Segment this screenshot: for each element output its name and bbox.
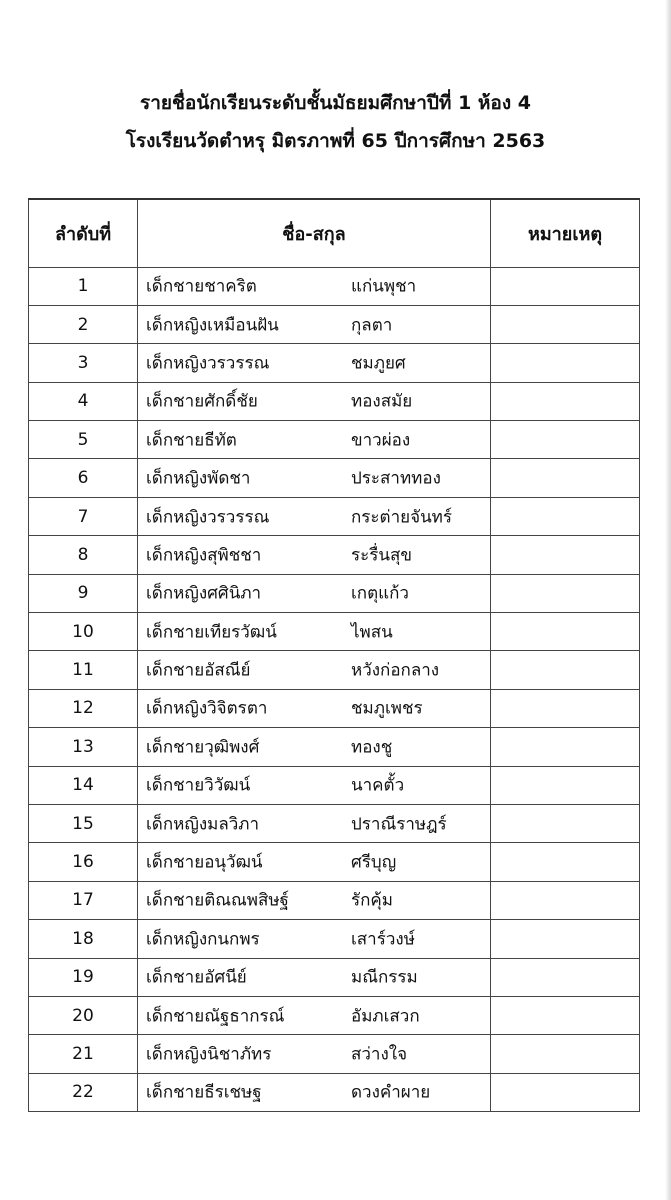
student-last-name: ไพสน — [351, 622, 393, 643]
student-name-cell — [138, 305, 491, 343]
student-name-cell — [138, 651, 491, 689]
remarks-cell — [491, 1073, 640, 1111]
student-name-cell — [138, 459, 491, 497]
student-name-cell — [138, 958, 491, 996]
table-row — [29, 996, 640, 1034]
student-name-cell — [138, 267, 491, 305]
table-row — [29, 613, 640, 651]
row-number: 6 — [29, 459, 138, 497]
student-last-name: เสาร์วงษ์ — [351, 929, 415, 950]
row-number: 3 — [29, 344, 138, 382]
table-row — [29, 843, 640, 881]
row-number: 10 — [29, 613, 138, 651]
student-first-name: เด็กชายอนุวัฒน์ — [146, 852, 263, 873]
student-first-name: เด็กชายวิวัฒน์ — [146, 775, 251, 796]
table-row — [29, 574, 640, 612]
student-last-name: กระต่ายจันทร์ — [351, 507, 453, 528]
student-first-name: เด็กหญิงศศินิภา — [146, 583, 262, 604]
student-last-name: ดวงคำผาย — [351, 1082, 431, 1103]
student-name-cell — [138, 881, 491, 919]
row-number: 11 — [29, 651, 138, 689]
row-number: 8 — [29, 536, 138, 574]
row-number: 5 — [29, 421, 138, 459]
remarks-cell — [491, 728, 640, 766]
table-row — [29, 728, 640, 766]
student-last-name: ชมภูยศ — [351, 353, 406, 374]
student-last-name: หวังก่อกลาง — [351, 660, 440, 681]
student-name-cell — [138, 996, 491, 1034]
student-last-name: รักคุ้ม — [351, 890, 394, 911]
header-full-name: ชื่อ-สกุล — [138, 199, 491, 267]
table-row — [29, 958, 640, 996]
student-last-name: ศรีบุญ — [351, 852, 397, 873]
student-name-cell — [138, 382, 491, 420]
student-first-name: เด็กหญิงมลวิภา — [146, 814, 260, 835]
student-last-name: ระรื่นสุข — [351, 545, 413, 566]
student-name-cell — [138, 1073, 491, 1111]
student-first-name: เด็กชายอัศนีย์ — [146, 967, 247, 988]
table-row — [29, 382, 640, 420]
student-name-cell — [138, 497, 491, 535]
header-row — [29, 199, 640, 267]
remarks-cell — [491, 382, 640, 420]
student-last-name: กุลตา — [351, 315, 393, 336]
student-last-name: ทองชู — [351, 737, 393, 758]
student-last-name: ขาวผ่อง — [351, 430, 411, 451]
row-number: 22 — [29, 1073, 138, 1111]
student-last-name: ประสาททอง — [351, 468, 441, 489]
student-first-name: เด็กชายวุฒิพงศ์ — [146, 737, 260, 758]
row-number: 18 — [29, 920, 138, 958]
student-name-cell — [138, 574, 491, 612]
remarks-cell — [491, 613, 640, 651]
remarks-cell — [491, 958, 640, 996]
student-first-name: เด็กหญิงนิชาภัทร — [146, 1044, 272, 1065]
table-row — [29, 920, 640, 958]
row-number: 21 — [29, 1035, 138, 1073]
table-row — [29, 305, 640, 343]
student-name-cell — [138, 920, 491, 958]
student-last-name: เกตุแก้ว — [351, 583, 409, 604]
student-name-cell — [138, 1035, 491, 1073]
remarks-cell — [491, 421, 640, 459]
remarks-cell — [491, 804, 640, 842]
remarks-cell — [491, 574, 640, 612]
table-row — [29, 1073, 640, 1111]
row-number: 14 — [29, 766, 138, 804]
student-first-name: เด็กหญิงวรวรรณ — [146, 353, 270, 374]
row-number: 20 — [29, 996, 138, 1034]
student-first-name: เด็กหญิงวิจิตรตา — [146, 698, 268, 719]
row-number: 2 — [29, 305, 138, 343]
student-first-name: เด็กหญิงเหมือนฝัน — [146, 315, 279, 336]
table-row — [29, 536, 640, 574]
remarks-cell — [491, 459, 640, 497]
student-last-name: นาคตั้ว — [351, 775, 405, 796]
row-number: 19 — [29, 958, 138, 996]
student-first-name: เด็กชายธีรเชษฐ — [146, 1082, 262, 1103]
table-header — [29, 199, 640, 267]
remarks-cell — [491, 497, 640, 535]
row-number: 7 — [29, 497, 138, 535]
row-number: 16 — [29, 843, 138, 881]
page-edge-shadow — [665, 0, 671, 1200]
student-name-cell — [138, 613, 491, 651]
table-row — [29, 421, 640, 459]
student-name-cell — [138, 689, 491, 727]
student-first-name: เด็กชายติณณพสิษฐ์ — [146, 890, 289, 911]
row-number: 12 — [29, 689, 138, 727]
table-row — [29, 267, 640, 305]
remarks-cell — [491, 1035, 640, 1073]
student-last-name: ทองสมัย — [351, 391, 413, 412]
table-row — [29, 1035, 640, 1073]
student-first-name: เด็กชายณัฐธากรณ์ — [146, 1006, 285, 1027]
student-last-name: ชมภูเพชร — [351, 698, 423, 719]
table-body — [29, 267, 640, 1112]
remarks-cell — [491, 305, 640, 343]
student-last-name: มณีกรรม — [351, 967, 418, 988]
remarks-cell — [491, 267, 640, 305]
student-first-name: เด็กชายชาคริต — [146, 276, 257, 297]
student-first-name: เด็กชายธีทัต — [146, 430, 237, 451]
row-number: 9 — [29, 574, 138, 612]
table-row — [29, 497, 640, 535]
table-row — [29, 459, 640, 497]
student-last-name: ปราณีราษฎร์ — [351, 814, 447, 835]
student-first-name: เด็กชายศักดิ์ชัย — [146, 391, 258, 412]
student-last-name: แก่นพุชา — [351, 276, 417, 297]
table-row — [29, 651, 640, 689]
student-name-cell — [138, 843, 491, 881]
remarks-cell — [491, 766, 640, 804]
student-first-name: เด็กชายเทียรวัฒน์ — [146, 622, 277, 643]
header-order-number: ลำดับที่ — [29, 199, 138, 267]
remarks-cell — [491, 344, 640, 382]
student-first-name: เด็กหญิงพัดชา — [146, 468, 251, 489]
table-row — [29, 881, 640, 919]
document-subtitle: โรงเรียนวัดตำหรุ มิตรภาพที่ 65 ปีการศึกษา 2563 — [125, 130, 546, 152]
student-name-cell — [138, 536, 491, 574]
student-name-cell — [138, 344, 491, 382]
table-row — [29, 804, 640, 842]
remarks-cell — [491, 996, 640, 1034]
table-row — [29, 689, 640, 727]
remarks-cell — [491, 651, 640, 689]
row-number: 13 — [29, 728, 138, 766]
remarks-cell — [491, 881, 640, 919]
student-first-name: เด็กหญิงสุพิชชา — [146, 545, 262, 566]
student-name-cell — [138, 804, 491, 842]
student-name-cell — [138, 766, 491, 804]
row-number: 1 — [29, 267, 138, 305]
student-last-name: อัมภเสวก — [351, 1006, 420, 1027]
remarks-cell — [491, 536, 640, 574]
header-remarks: หมายเหตุ — [491, 199, 640, 267]
row-number: 17 — [29, 881, 138, 919]
table-row — [29, 766, 640, 804]
student-name-cell — [138, 421, 491, 459]
remarks-cell — [491, 689, 640, 727]
row-number: 15 — [29, 804, 138, 842]
document-title: รายชื่อนักเรียนระดับชั้นมัธยมศึกษาปีที่ 1 ห้อง 4 — [140, 92, 531, 114]
student-first-name: เด็กหญิงกนกพร — [146, 929, 260, 950]
remarks-cell — [491, 920, 640, 958]
student-name-cell — [138, 728, 491, 766]
student-first-name: เด็กชายอัสณีย์ — [146, 660, 251, 681]
remarks-cell — [491, 843, 640, 881]
row-number: 4 — [29, 382, 138, 420]
table-row — [29, 344, 640, 382]
student-roster-table — [28, 198, 640, 1112]
student-last-name: สว่างใจ — [351, 1044, 408, 1065]
student-first-name: เด็กหญิงวรวรรณ — [146, 507, 270, 528]
